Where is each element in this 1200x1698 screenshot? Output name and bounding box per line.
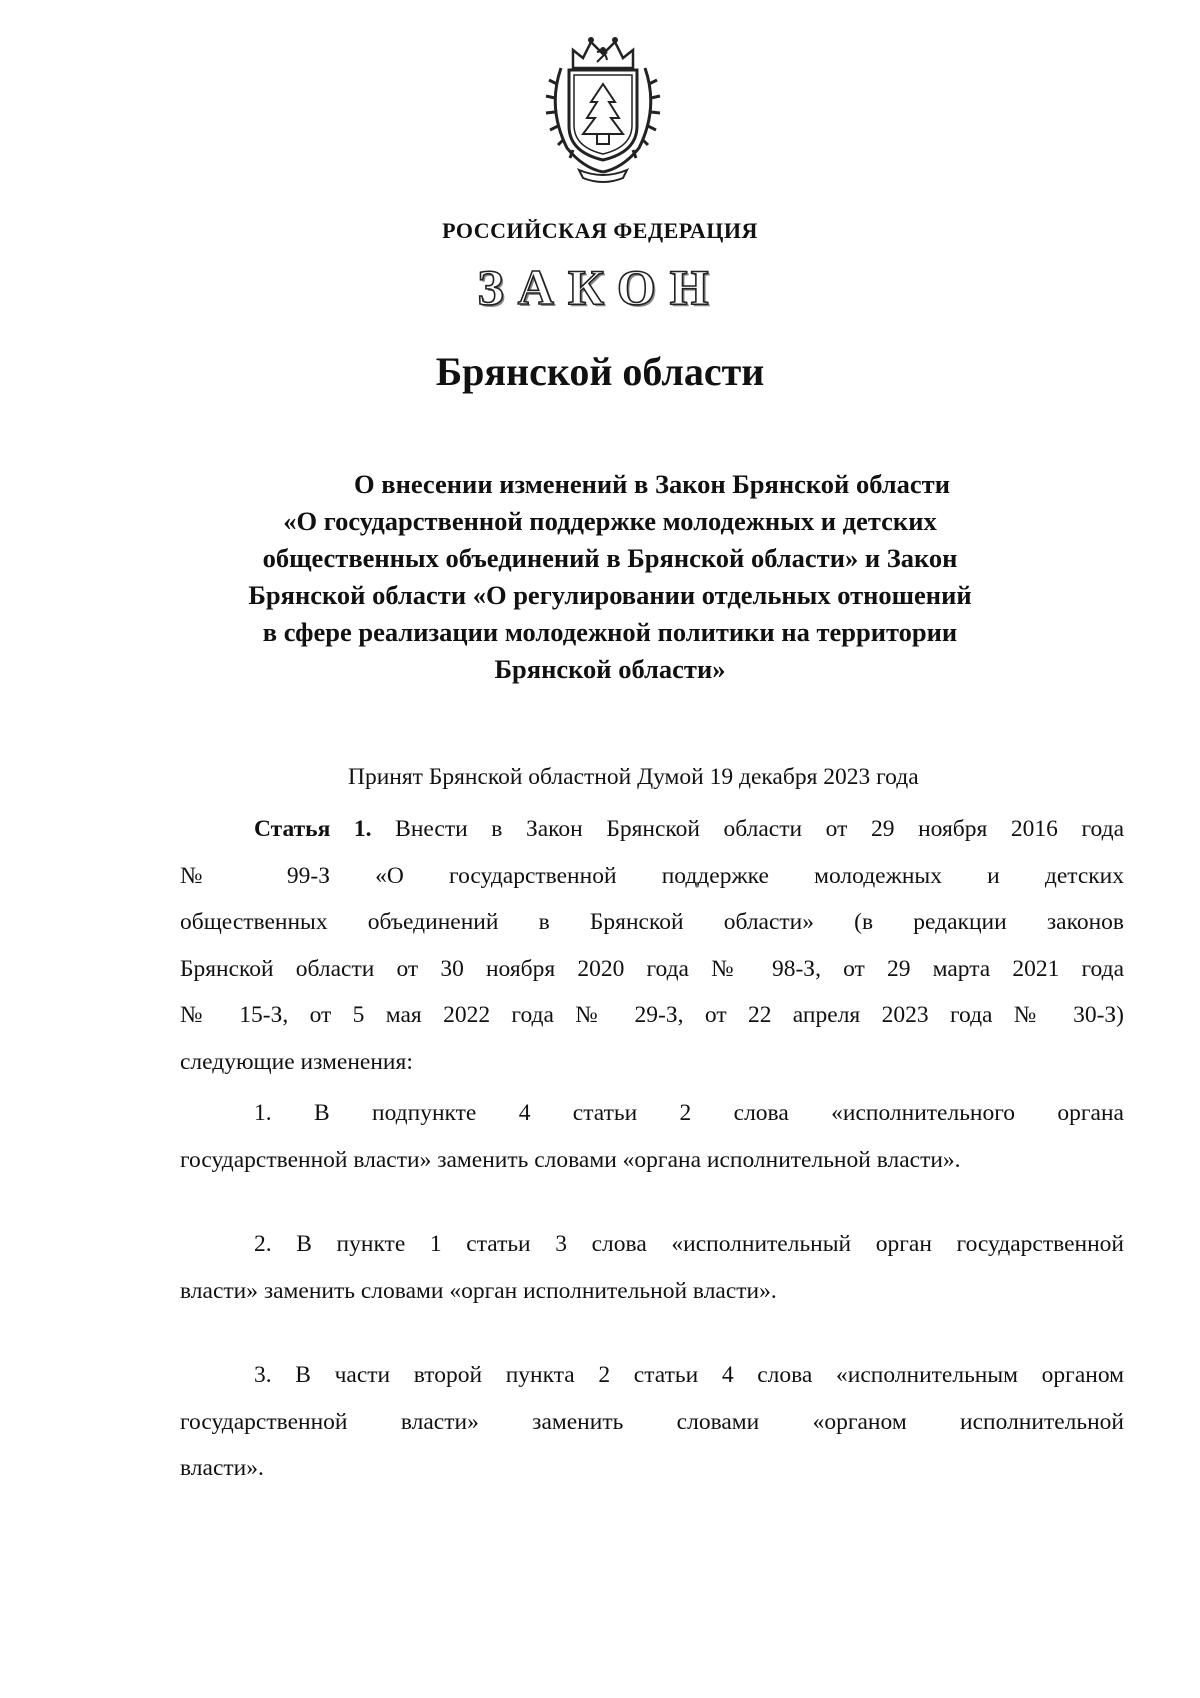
law-title-line: Брянской области «О регулировании отдельных отношений: [248, 580, 972, 610]
region-name: Брянской области: [435, 349, 765, 394]
amendment-item-2: [180, 1221, 1124, 1314]
amendment-item-3: [180, 1352, 1124, 1492]
item-line: государственной власти» заменить словами «органом исполнительной: [180, 1408, 1124, 1435]
adoption-note: Принят Брянской областной Думой 19 декабря 2023 года: [348, 764, 919, 790]
item-line: власти».: [180, 1455, 264, 1481]
item-line: 3. В части второй пункта 2 статьи 4 слова «исполнительным органом: [254, 1362, 1124, 1388]
item-line: 2. В пункте 1 статьи 3 слова «исполнительный орган государственной: [254, 1231, 1124, 1257]
law-title-line: общественных объединений в Брянской области» и Закон: [262, 543, 958, 573]
law-title-line: О внесении изменений в Закон Брянской области: [354, 469, 950, 499]
article-1-text: Внести в Закон Брянской области от 29 ноября 2016 года: [371, 816, 1124, 842]
article-1-first-line: [180, 806, 1124, 853]
article-label: Статья 1.: [254, 816, 372, 842]
article-1-line: общественных объединений в Брянской области» (в редакции законов: [180, 909, 1124, 935]
coat-of-arms-emblem: [539, 28, 667, 184]
article-1-line: следующие изменения:: [180, 1048, 413, 1075]
law-title: [180, 466, 1040, 688]
law-title-line: в сфере реализации молодежной политики на территории: [262, 617, 958, 647]
item-line: государственной власти» заменить словами «органа исполнительной власти».: [180, 1146, 961, 1173]
amendment-item-1: [180, 1090, 1124, 1183]
article-1-line: Брянской области от 30 ноября 2020 года № 98-З, от 29 марта 2021 года: [180, 955, 1124, 982]
article-1: [180, 806, 1124, 1085]
article-1-line: № 99-З «О государственной поддержке молодежных и детских: [180, 862, 1124, 889]
article-1-line: № 15-З, от 5 мая 2022 года № 29-З, от 22 апреля 2023 года № 30-З): [180, 1002, 1124, 1028]
item-line: 1. В подпункте 4 статьи 2 слова «исполнительного органа: [254, 1100, 1124, 1126]
item-line: власти» заменить словами «орган исполнительной власти».: [180, 1277, 777, 1304]
country-name: РОССИЙСКАЯ ФЕДЕРАЦИЯ: [442, 218, 758, 243]
law-title-line: «О государственной поддержке молодежных и детских: [283, 506, 937, 536]
law-title-line: Брянской области»: [494, 654, 726, 684]
document-type-heading: ЗАКОН: [477, 259, 723, 315]
